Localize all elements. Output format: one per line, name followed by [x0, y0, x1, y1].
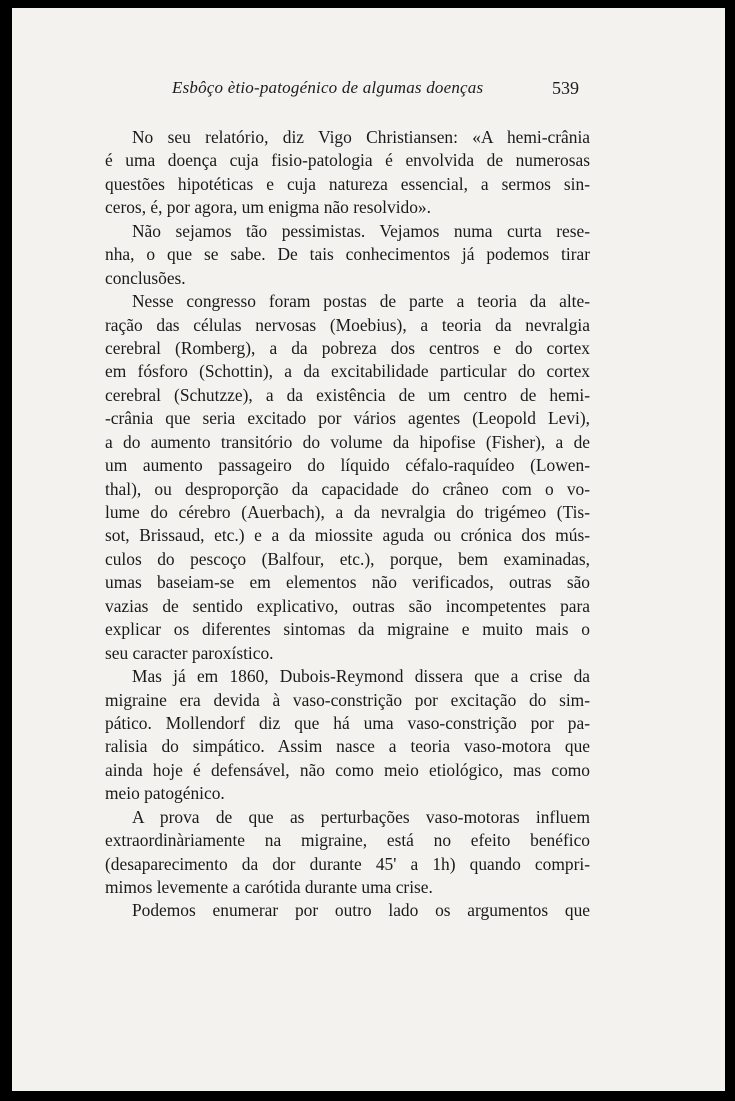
- text-line: lume do cérebro (Auerbach), a da nevralgia do trigémeo (Tis-: [105, 502, 590, 522]
- text-line: ceros, é, por agora, um enigma não resolvido».: [105, 197, 431, 218]
- text-line: pático. Mollendorf diz que há uma vaso-constrição por pa-: [105, 712, 590, 733]
- text-line: mimos levemente a carótida durante uma crise.: [105, 877, 433, 897]
- text-line: culos do pescoço (Balfour, etc.), porque, bem examinadas,: [105, 548, 590, 569]
- text-line: seu caracter paroxístico.: [105, 642, 274, 663]
- text-line: A prova de que as perturbações vaso-motoras influem: [132, 806, 590, 827]
- text-line: questões hipotéticas e cuja natureza essencial, a sermos sin-: [105, 173, 590, 194]
- text-line: cerebral (Schutzze), a da existência de um centro de hemi-: [105, 384, 590, 405]
- text-line: vazias de sentido explicativo, outras são incompetentes para: [105, 595, 590, 616]
- text-line: explicar os diferentes sintomas da migraine e muito mais o: [105, 619, 590, 640]
- text-line: ralisia do simpático. Assim nasce a teoria vaso-motora que: [105, 736, 590, 757]
- text-line: (desaparecimento da dor durante 45' a 1h) quando compri-: [105, 853, 590, 874]
- text-line: umas baseiam-se em elementos não verificados, outras são: [105, 572, 590, 593]
- text-line: ainda hoje é defensável, não como meio etiológico, mas como: [105, 759, 590, 780]
- text-line: migraine era devida à vaso-constrição por excitação do sim-: [105, 689, 590, 710]
- text-line: em fósforo (Schottin), a da excitabilidade particular do cortex: [105, 361, 590, 382]
- book-page: [12, 8, 725, 1091]
- text-line: a do aumento transitório do volume da hipofise (Fisher), a de: [105, 431, 590, 452]
- text-line: Podemos enumerar por outro lado os argumentos que: [132, 900, 590, 921]
- text-line: um aumento passageiro do líquido céfalo-raquídeo (Lowen-: [105, 455, 590, 476]
- text-line: cerebral (Romberg), a da pobreza dos centros e do cortex: [105, 337, 590, 358]
- text-line: é uma doença cuja fisio-patologia é envolvida de numerosas: [105, 150, 590, 171]
- body-text: [105, 126, 590, 923]
- text-line: thal), ou desproporção da capacidade do crâneo com o vo-: [105, 478, 590, 499]
- page-header: [12, 78, 725, 104]
- text-line: Não sejamos tão pessimistas. Vejamos numa curta rese-: [132, 220, 590, 241]
- text-line: extraordinàriamente na migraine, está no efeito benéfico: [105, 830, 590, 851]
- running-title: Esbôço ètio-patogénico de algumas doenças: [172, 78, 484, 97]
- text-line: No seu relatório, diz Vigo Christiansen: «A hemi-crânia: [132, 127, 590, 147]
- text-line: meio patogénico.: [105, 783, 225, 804]
- text-line: nha, o que se sabe. De tais conhecimentos já podemos tirar: [105, 244, 590, 265]
- page-number: 539: [552, 78, 579, 98]
- text-line: ração das células nervosas (Moebius), a teoria da nevralgia: [105, 314, 590, 335]
- text-line: Mas já em 1860, Dubois-Reymond dissera que a crise da: [132, 666, 590, 687]
- text-line: conclusões.: [105, 267, 186, 288]
- text-line: sot, Brissaud, etc.) e a da miossite aguda ou crónica dos mús-: [105, 525, 590, 546]
- text-line: -crânia que seria excitado por vários agentes (Leopold Levi),: [105, 408, 590, 429]
- text-line: Nesse congresso foram postas de parte a teoria da alte-: [132, 291, 590, 312]
